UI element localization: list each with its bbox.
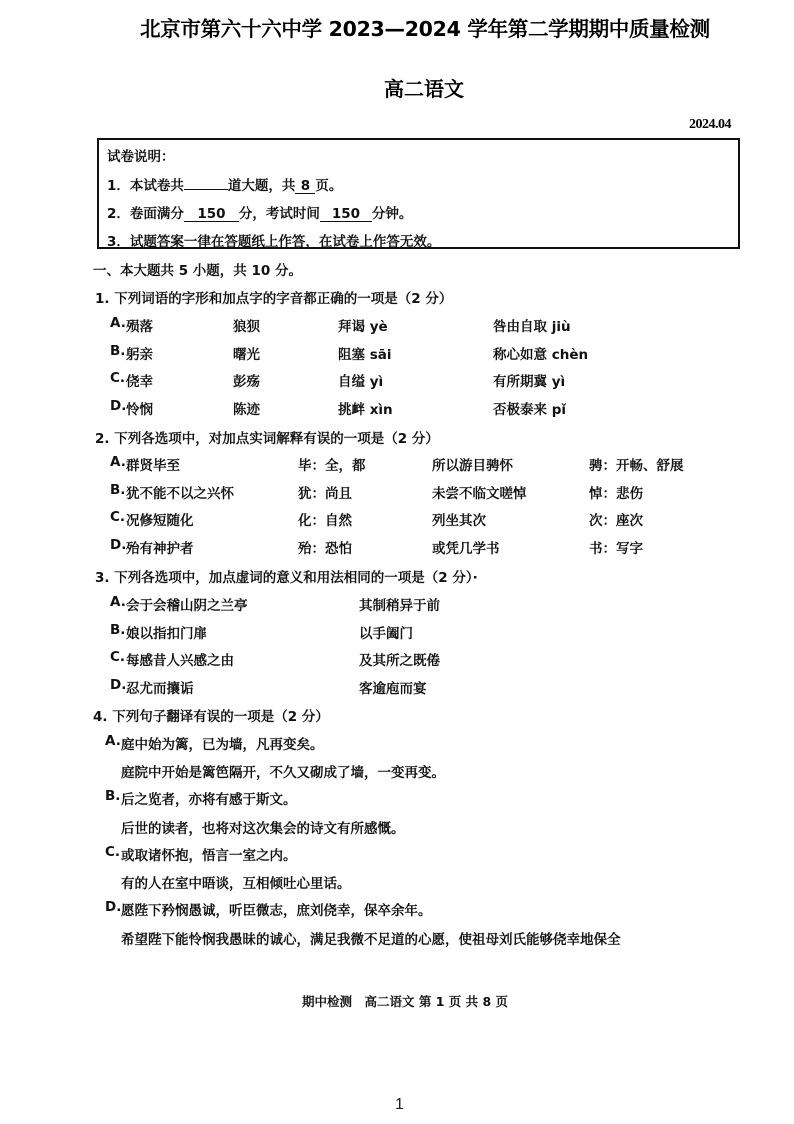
- page-footer: 期中检测 高二语文 第 1 页 共 8 页: [302, 994, 509, 1009]
- question-4-stem: 4. 下列句子翻译有误的一项是（2 分）: [93, 709, 329, 725]
- option-label: D.: [110, 677, 127, 693]
- option-cell: 悼：悲伤: [589, 486, 643, 502]
- option-cell: 殆：恐怕: [298, 541, 352, 557]
- option-label: D.: [105, 899, 122, 915]
- option-translation: 希望陛下能怜悯我愚昧的诚心，满足我微不足道的心愿，使祖母刘氏能够侥幸地保全: [121, 932, 621, 948]
- option-label: D.: [110, 537, 127, 553]
- option-label: A.: [110, 594, 126, 610]
- option-label: C.: [110, 370, 126, 386]
- option-cell: 未尝不临文嗟悼: [432, 486, 527, 502]
- option-label: B.: [110, 343, 126, 359]
- option-cell: 犹：尚且: [298, 486, 352, 502]
- section-heading: 一、本大题共 5 小题，共 10 分。: [93, 263, 302, 279]
- option-cell: 彭殇: [233, 374, 260, 390]
- exam-subject: 高二语文: [384, 77, 464, 101]
- option-cell: 曙光: [233, 347, 260, 363]
- option-original: 后之览者，亦将有感于斯文。: [121, 792, 297, 808]
- option-cell: 侥幸: [126, 374, 153, 390]
- option-cell: 其制稍异于前: [359, 598, 440, 614]
- option-cell: 狼狈: [233, 319, 260, 335]
- option-cell: 殆有神护者: [126, 541, 194, 557]
- option-cell: 所以游目骋怀: [432, 458, 513, 474]
- instruction-item-1: 1．本试卷共 道大题，共 8 页。: [107, 178, 343, 194]
- option-cell: 阻塞 sāi: [338, 347, 392, 363]
- question-2-stem: 2. 下列各选项中，对加点实词解释有误的一项是（2 分）: [95, 431, 439, 447]
- option-label: D.: [110, 398, 127, 414]
- option-cell: 犹不能不以之兴怀: [126, 486, 234, 502]
- option-cell: 陈迹: [233, 402, 260, 418]
- option-label: A.: [110, 454, 126, 470]
- instruction-item-3: 3．试题答案一律在答题纸上作答，在试卷上作答无效。: [107, 234, 441, 250]
- option-label: C.: [110, 649, 126, 665]
- option-cell: 群贤毕至: [126, 458, 180, 474]
- option-label: A.: [110, 315, 126, 331]
- blank-full-score: 150: [184, 207, 239, 222]
- option-cell: 否极泰来 pǐ: [493, 402, 566, 418]
- option-label: C.: [105, 844, 121, 860]
- option-label: B.: [105, 788, 121, 804]
- option-cell: 有所期冀 yì: [493, 374, 566, 390]
- option-cell: 躬亲: [126, 347, 153, 363]
- option-cell: 称心如意 chèn: [493, 347, 589, 363]
- option-translation: 有的人在室中晤谈，互相倾吐心里话。: [121, 876, 351, 892]
- option-cell: 挑衅 xìn: [338, 402, 393, 418]
- exam-date: 2024.04: [689, 117, 731, 132]
- option-cell: 化：自然: [298, 513, 352, 529]
- option-cell: 以手阖门: [359, 626, 413, 642]
- blank-exam-time: 150: [320, 207, 372, 222]
- question-1-stem: 1. 下列词语的字形和加点字的字音都正确的一项是（2 分）: [95, 291, 453, 307]
- option-cell: 骋：开畅、舒展: [589, 458, 684, 474]
- option-cell: 每感昔人兴感之由: [126, 653, 234, 669]
- option-label: B.: [110, 622, 126, 638]
- question-3-stem: 3. 下列各选项中，加点虚词的意义和用法相同的一项是（2 分）·: [95, 570, 478, 586]
- option-cell: 怜悯: [126, 402, 153, 418]
- option-cell: 自缢 yì: [338, 374, 384, 390]
- option-cell: 殒落: [126, 319, 153, 335]
- option-cell: 况修短随化: [126, 513, 194, 529]
- option-cell: 忍尤而攘诟: [126, 681, 194, 697]
- option-cell: 及其所之既倦: [359, 653, 440, 669]
- instruction-item-2: 2．卷面满分 150 分，考试时间 150 分钟。: [107, 206, 413, 222]
- option-original: 庭中始为篱，已为墙，凡再变矣。: [121, 737, 324, 753]
- option-cell: 咎由自取 jiù: [493, 319, 571, 335]
- option-cell: 毕：全，都: [298, 458, 366, 474]
- option-cell: 书：写字: [589, 541, 643, 557]
- option-cell: 会于会稽山阴之兰亭: [126, 598, 248, 614]
- option-label: A.: [105, 733, 121, 749]
- blank-question-count: [184, 189, 228, 190]
- page-number: 1: [395, 1096, 404, 1113]
- option-translation: 后世的读者，也将对这次集会的诗文有所感慨。: [121, 821, 405, 837]
- option-original: 或取诸怀抱，悟言一室之内。: [121, 848, 297, 864]
- blank-page-count: 8: [295, 179, 315, 194]
- option-cell: 客逾庖而宴: [359, 681, 427, 697]
- option-label: C.: [110, 509, 126, 525]
- option-translation: 庭院中开始是篱笆隔开，不久又砌成了墙，一变再变。: [121, 765, 445, 781]
- instructions-heading: 试卷说明：: [107, 149, 175, 165]
- option-cell: 或凭几学书: [432, 541, 500, 557]
- exam-title: 北京市第六十六中学 2023—2024 学年第二学期期中质量检测: [140, 17, 710, 41]
- option-label: B.: [110, 482, 126, 498]
- option-original: 愿陛下矜悯愚诚，听臣微志，庶刘侥幸，保卒余年。: [121, 903, 432, 919]
- option-cell: 列坐其次: [432, 513, 486, 529]
- option-cell: 拜谒 yè: [338, 319, 388, 335]
- option-cell: 次：座次: [589, 513, 643, 529]
- option-cell: 娘以指扣门扉: [126, 626, 207, 642]
